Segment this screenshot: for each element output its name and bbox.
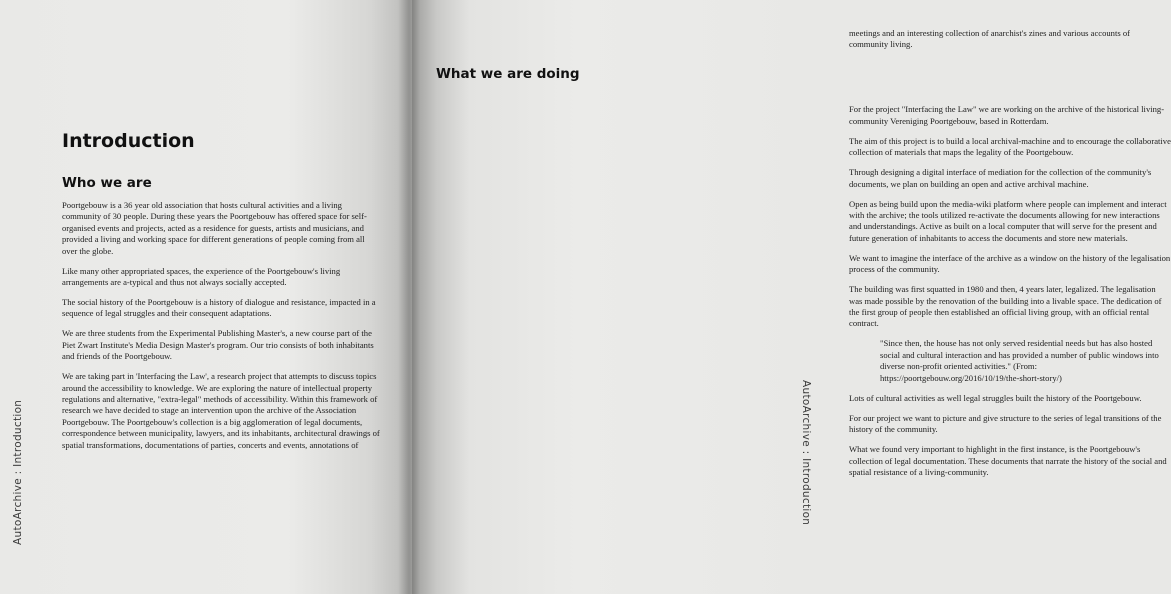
paragraph: For the project "Interfacing the Law" we are working on the archive of the historical living-community Vereniging Poortgebouw, based in Rotterdam. xyxy=(849,104,1165,126)
paragraph: We are taking part in 'Interfacing the Law', a research project that attempts to discuss topics around the accessibility to knowledge. We are exploring the nature of intellectual property regulations and alternative, "extra-legal" methods of accessibility. Within this framework of research we have decided to stage an intervention upon the archive of the Association Poortgebouw. The Poortgebouw's collection is a big agglomeration of legal documents, correspondence between municipality, lawyers, and its inhabitants, architectural drawings of spatial transformations, documentations of parties, concerts and events, annotations of xyxy=(62,371,380,450)
left-body-text xyxy=(62,200,380,451)
paragraph: Through designing a digital interface of mediation for the collection of the community's documents, we plan on building an open and active archival machine. xyxy=(849,167,1152,189)
paragraph: Open as being build upon the media-wiki platform where people can implement and interact with the archive; the tools utilized re-activate the documents allowing for new interactions and understandings. Active as built on a local computer that will serve for the present and future generation of inhabitants to access the documents and store new materials. xyxy=(849,198,1167,243)
paragraph: We are three students from the Experimental Publishing Master's, a new course part of the Piet Zwart Institute's Media Design Master's program. Our trio consists of both inhabitants and friends of the Poortgebouw. xyxy=(62,328,374,362)
paragraph: The social history of the Poortgebouw is a history of dialogue and resistance, impacted in a sequence of legal struggles and their consequent adaptations. xyxy=(62,297,376,319)
left-page xyxy=(0,0,412,594)
right-running-label: AutoArchive : Introduction xyxy=(800,380,812,526)
paragraph: The building was first squatted in 1980 and then, 4 years later, legalized. The legalisation was made possible by the renovation of the building into a livable space. The dedication of the first group of people then established an official living group, with an official rental contract. xyxy=(849,284,1162,329)
section-heading-what-we-are-doing: What we are doing xyxy=(436,66,580,82)
paragraph: Like many other appropriated spaces, the experience of the Poortgebouw's living arrangements are a-typical and thus not always socially accepted. xyxy=(62,265,341,288)
heading-spacer xyxy=(849,59,1171,104)
paragraph: We want to imagine the interface of the archive as a window on the history of the legalisation process of the community. xyxy=(849,252,1171,275)
paragraph-continuation: meetings and an interesting collection of anarchist's zines and various accounts of community living. xyxy=(849,28,1130,50)
left-running-label: AutoArchive : Introduction xyxy=(12,399,24,545)
block-quote: "Since then, the house has not only served residential needs but has also hosted social and cultural interaction and has provided a number of public windows into diverse non-profit oriented activities." (From: https://poortgebouw.org/2016/10/19/the-short-story/) xyxy=(880,338,1159,383)
right-body-text xyxy=(849,28,1171,487)
paragraph: The aim of this project is to build a local archival-machine and to encourage the collaborative collection of materials that maps the legality of the Poortgebouw. xyxy=(849,135,1171,158)
right-page xyxy=(412,0,1171,594)
page-title: Introduction xyxy=(62,130,195,152)
paragraph: Lots of cultural activities as well legal struggles built the history of the Poortgebouw. xyxy=(849,392,1142,403)
section-heading-who-we-are: Who we are xyxy=(62,175,152,191)
paragraph: For our project we want to picture and give structure to the series of legal transitions of the history of the community. xyxy=(849,412,1162,435)
paragraph: What we found very important to highlight in the first instance, is the Poortgebouw's collection of legal documentation. These documents that narrate the history of the social and spatial resistance of a living-community. xyxy=(849,444,1167,477)
paragraph: Poortgebouw is a 36 year old association that hosts cultural activities and a living community of 30 people. During these years the Poortgebouw has offered space for self-organised events and projects, acted as a residence for guests, artists and musicians, and provided a living and working space for different generations of people coming from all over the globe. xyxy=(62,200,367,256)
